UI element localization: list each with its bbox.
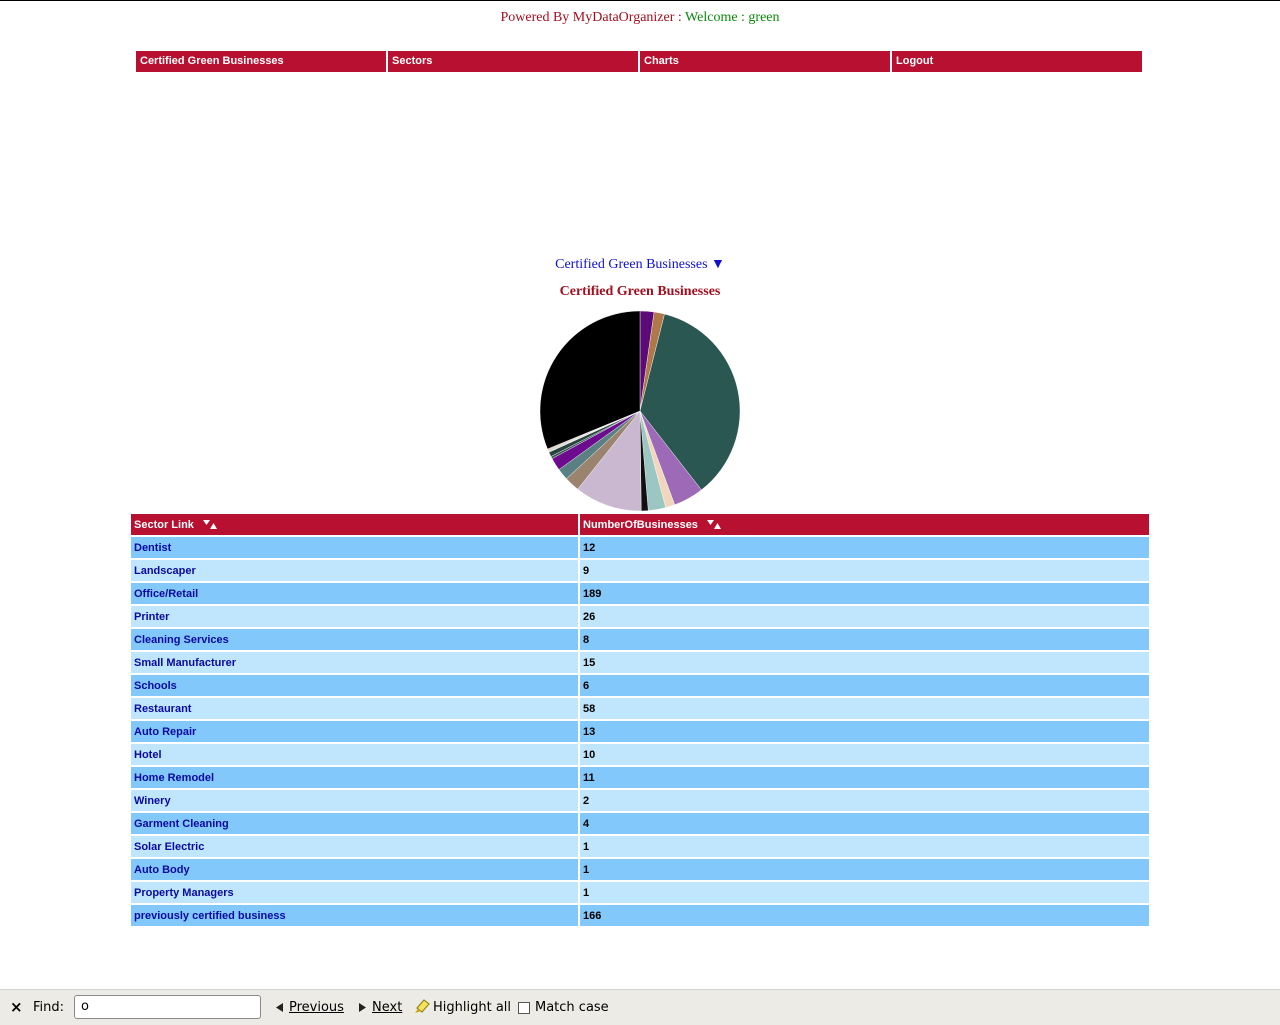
find-label: Find: [33, 1000, 65, 1015]
nav-sectors[interactable]: Sectors [388, 51, 638, 72]
sector-link[interactable]: Schools [131, 675, 578, 696]
nav-certified-green-businesses[interactable]: Certified Green Businesses [136, 51, 386, 72]
sector-link-header[interactable] [131, 514, 578, 535]
business-count: 13 [580, 721, 1149, 742]
table-row [131, 882, 1149, 903]
find-bar [0, 989, 1280, 1025]
arrow-right-icon [359, 1003, 366, 1012]
table-row [131, 905, 1149, 926]
business-count: 189 [580, 583, 1149, 604]
number-of-businesses-header-label: NumberOfBusinesses [583, 518, 698, 531]
table-row [131, 675, 1149, 696]
main-nav [136, 51, 1142, 72]
business-count: 1 [580, 859, 1149, 880]
table-row [131, 813, 1149, 834]
sector-link[interactable]: Hotel [131, 744, 578, 765]
business-count: 15 [580, 652, 1149, 673]
find-next-label: Next [372, 1000, 403, 1015]
table-row [131, 560, 1149, 581]
sector-link[interactable]: Property Managers [131, 882, 578, 903]
business-count: 8 [580, 629, 1149, 650]
sector-link[interactable]: Garment Cleaning [131, 813, 578, 834]
sector-link[interactable]: Office/Retail [131, 583, 578, 604]
business-count: 12 [580, 537, 1149, 558]
chart-selector[interactable] [0, 257, 1280, 273]
welcome-text: Welcome : green [685, 10, 780, 25]
nav-logout[interactable]: Logout [892, 51, 1142, 72]
sector-link[interactable]: Solar Electric [131, 836, 578, 857]
match-case-label[interactable]: Match case [535, 1000, 609, 1015]
table-row [131, 583, 1149, 604]
powered-by-text: Powered By MyDataOrganizer : [500, 10, 686, 25]
business-count: 26 [580, 606, 1149, 627]
sector-link[interactable]: Small Manufacturer [131, 652, 578, 673]
highlighter-icon [414, 998, 432, 1014]
sector-link[interactable]: Auto Body [131, 859, 578, 880]
table-row [131, 629, 1149, 650]
pie-chart [540, 311, 740, 511]
close-icon[interactable]: × [10, 998, 23, 1016]
business-count: 166 [580, 905, 1149, 926]
business-count: 6 [580, 675, 1149, 696]
sector-link[interactable]: Landscaper [131, 560, 578, 581]
sector-link[interactable]: previously certified business [131, 905, 578, 926]
dropdown-arrow-icon: ▼ [711, 257, 725, 272]
number-of-businesses-header[interactable] [580, 514, 1149, 535]
table-row [131, 744, 1149, 765]
table-row [131, 652, 1149, 673]
highlight-all-button[interactable] [414, 990, 511, 1025]
business-count: 11 [580, 767, 1149, 788]
arrow-left-icon [276, 1003, 283, 1012]
sector-link-header-label: Sector Link [134, 518, 194, 531]
table-row [131, 836, 1149, 857]
business-count: 2 [580, 790, 1149, 811]
table-row [131, 859, 1149, 880]
sector-table [129, 512, 1151, 928]
table-row [131, 698, 1149, 719]
business-count: 58 [580, 698, 1149, 719]
table-row [131, 790, 1149, 811]
sort-icon[interactable] [203, 520, 217, 529]
table-row [131, 606, 1149, 627]
business-count: 9 [580, 560, 1149, 581]
powered-by-banner [0, 10, 1280, 26]
table-row [131, 721, 1149, 742]
business-count: 4 [580, 813, 1149, 834]
table-row [131, 767, 1149, 788]
sector-link[interactable]: Cleaning Services [131, 629, 578, 650]
sector-link[interactable]: Winery [131, 790, 578, 811]
match-case-checkbox[interactable] [518, 1002, 530, 1014]
business-count: 1 [580, 836, 1149, 857]
chart-selector-label: Certified Green Businesses [555, 257, 708, 272]
sector-link[interactable]: Printer [131, 606, 578, 627]
sector-link[interactable]: Auto Repair [131, 721, 578, 742]
find-previous-button[interactable] [276, 990, 344, 1025]
sector-link[interactable]: Restaurant [131, 698, 578, 719]
table-header-row [131, 514, 1149, 535]
nav-charts[interactable]: Charts [640, 51, 890, 72]
sector-link[interactable]: Home Remodel [131, 767, 578, 788]
highlight-all-label: Highlight all [433, 1000, 512, 1015]
find-next-button[interactable] [359, 990, 402, 1025]
find-previous-label: Previous [289, 1000, 344, 1015]
top-border [0, 0, 1280, 1]
sort-icon[interactable] [707, 520, 721, 529]
business-count: 1 [580, 882, 1149, 903]
sector-link[interactable]: Dentist [131, 537, 578, 558]
table-row [131, 537, 1149, 558]
business-count: 10 [580, 744, 1149, 765]
find-input[interactable]: o [74, 995, 261, 1019]
chart-title: Certified Green Businesses [559, 284, 721, 299]
